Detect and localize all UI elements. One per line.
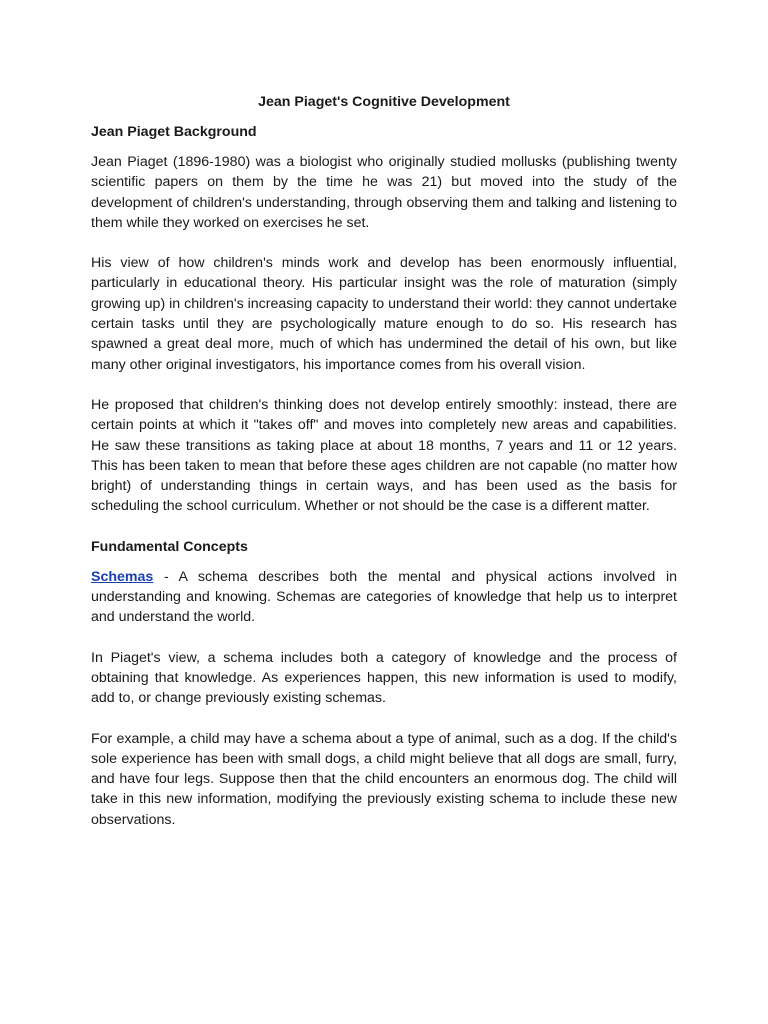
paragraph-background-2: His view of how children's minds work and develop has been enormously influential, particularly in educational theory. His particular insight was the role of maturation (simply growing up) in children's increasing capacity to understand their world: they cannot undertake certain tasks until they are psychologically mature enough to do so. His research has spawned a great deal more, much of which has undermined the detail of his own, but like many other original investigators, his importance comes from his overall vision. [91,255,677,373]
paragraph-schema-view: In Piaget's view, a schema includes both a category of knowledge and the process of obtaining that knowledge. As experiences happen, this new information is used to modify, add to, or change previously existing schemas. [91,649,677,707]
paragraph-background-3: He proposed that children's thinking does not develop entirely smoothly: instead, there are certain points at which it "takes off" and moves into completely new areas and capabilities. He saw these transitions as taking place at about 18 months, 7 years and 11 or 12 years. This has been taken to mean that before these ages children are not capable (no matter how bright) of understanding things in certain ways, and has been used as the basis for scheduling the school curriculum. Whether or not should be the case is a different matter. [91,396,677,515]
section-heading-fundamental-concepts: Fundamental Concepts [91,538,248,555]
schemas-definition-text: - A schema describes both the mental and physical actions involved in understanding and knowing. Schemas are categories of knowledge that help us to interpret and understand the world. [91,568,677,626]
paragraph-schema-example: For example, a child may have a schema about a type of animal, such as a dog. If the child's sole experience has been with small dogs, a child might believe that all dogs are small, furry, and have four legs. Suppose then that the child encounters an enormous dog. The child will take in this new information, modifying the previously existing schema to include these new observations. [91,730,677,828]
paragraph-schemas-definition [91,567,677,628]
paragraph-background-1: Jean Piaget (1896-1980) was a biologist who originally studied mollusks (publishing twenty scientific papers on them by the time he was 21) but moved into the study of the development of children's understanding, through observing them and talking and listening to them while they worked on exercises he set. [91,154,677,231]
document-title: Jean Piaget's Cognitive Development [258,94,510,110]
schemas-link[interactable]: Schemas [91,568,154,585]
section-heading-background: Jean Piaget Background [91,124,257,140]
